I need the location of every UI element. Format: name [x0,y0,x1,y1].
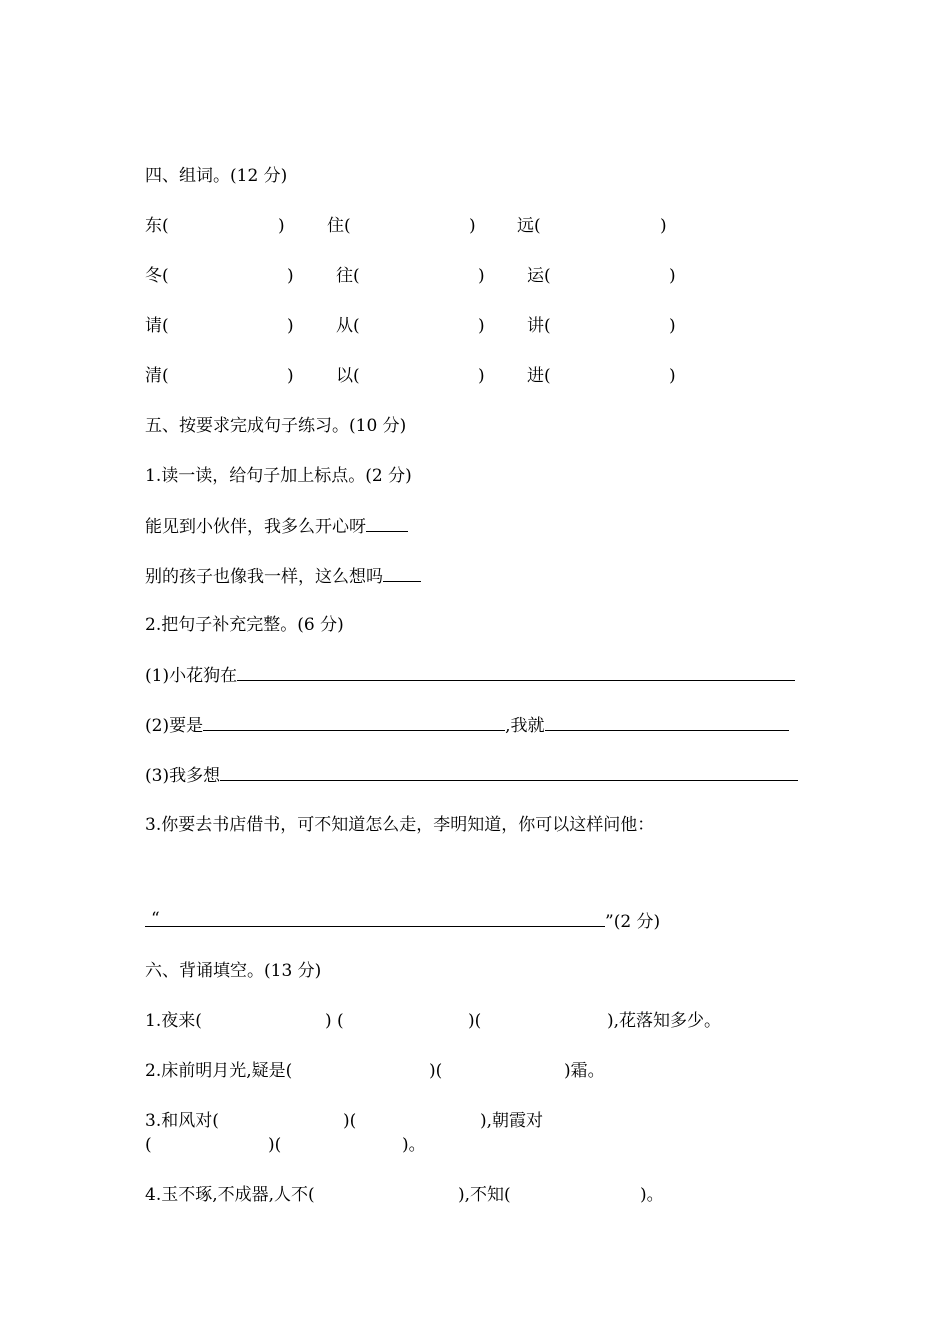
word-cell-close: ) [669,266,676,286]
quote-answer [145,910,660,933]
poem-text: ),花落知多少。 [607,1011,722,1031]
poem-text: ) ( [325,1011,344,1031]
close-quote: ”(2 分) [605,912,661,932]
word-cell-open: 以( [336,366,360,386]
complete-sentence [145,664,795,687]
sentence-text: 能见到小伙伴，我多么开心呀 [145,517,366,537]
question-title: 2.把句子补充完整。(6 分) [145,615,344,635]
word-cell-open: 清( [145,366,169,386]
section6-title: 六、背诵填空。(13 分) [145,961,322,981]
open-quote: “ [151,909,160,929]
poem-text: )( [429,1061,443,1081]
answer-blank[interactable] [145,910,605,927]
answer-blank[interactable] [220,764,798,781]
answer-blank[interactable] [383,565,421,582]
section4-title: 四、组词。(12 分) [145,166,288,186]
answer-blank[interactable] [237,664,795,681]
word-cell-close: ) [469,216,476,236]
poem-text: )。 [402,1135,426,1155]
sentence-text: 别的孩子也像我一样，这么想吗 [145,567,383,587]
complete-sentence [145,714,789,737]
word-cell-open: 远( [517,216,541,236]
poem-text: ( [145,1135,152,1155]
punctuation-sentence [145,515,408,538]
word-cell-close: ) [278,216,285,236]
punctuation-sentence [145,565,421,588]
poem-text: 1.夜来( [145,1011,202,1031]
poem-text: 3.和风对( [145,1111,219,1131]
word-cell-close: ) [669,316,676,336]
word-cell-close: ) [478,316,485,336]
complete-sentence [145,764,798,787]
word-cell-close: ) [669,366,676,386]
poem-text: )。 [640,1185,664,1205]
section5-title: 五、按要求完成句子练习。(10 分) [145,416,407,436]
word-cell-open: 运( [527,266,551,286]
answer-blank[interactable] [203,714,505,731]
sentence-text: (2)要是 [145,716,204,736]
poem-text: )( [343,1111,357,1131]
word-cell-open: 请( [145,316,169,336]
answer-blank[interactable] [545,714,789,731]
word-cell-open: 从( [336,316,360,336]
answer-blank[interactable] [366,515,408,532]
poem-text: )( [468,1011,482,1031]
word-cell-open: 讲( [527,316,551,336]
word-cell-open: 东( [145,216,169,236]
word-cell-open: 往( [336,266,360,286]
word-cell-close: ) [287,366,294,386]
word-cell-close: ) [478,266,485,286]
word-cell-close: ) [287,266,294,286]
poem-text: 4.玉不琢,不成器,人不( [145,1185,315,1205]
poem-text: 2.床前明月光,疑是( [145,1061,293,1081]
word-cell-close: ) [660,216,667,236]
sentence-text: (3)我多想 [145,766,221,786]
word-cell-open: 冬( [145,266,169,286]
sentence-text: (1)小花狗在 [145,666,238,686]
poem-text: )( [268,1135,282,1155]
poem-text: ),朝霞对 [480,1111,544,1131]
poem-text: )霜。 [564,1061,605,1081]
word-cell-open: 进( [527,366,551,386]
poem-text: ),不知( [458,1185,511,1205]
word-cell-open: 住( [327,216,351,236]
word-cell-close: ) [478,366,485,386]
sentence-text: ,我就 [505,716,545,736]
question-title: 3.你要去书店借书，可不知道怎么走，李明知道，你可以这样问他： [145,815,655,835]
word-cell-close: ) [287,316,294,336]
question-title: 1.读一读，给句子加上标点。(2 分) [145,466,412,486]
